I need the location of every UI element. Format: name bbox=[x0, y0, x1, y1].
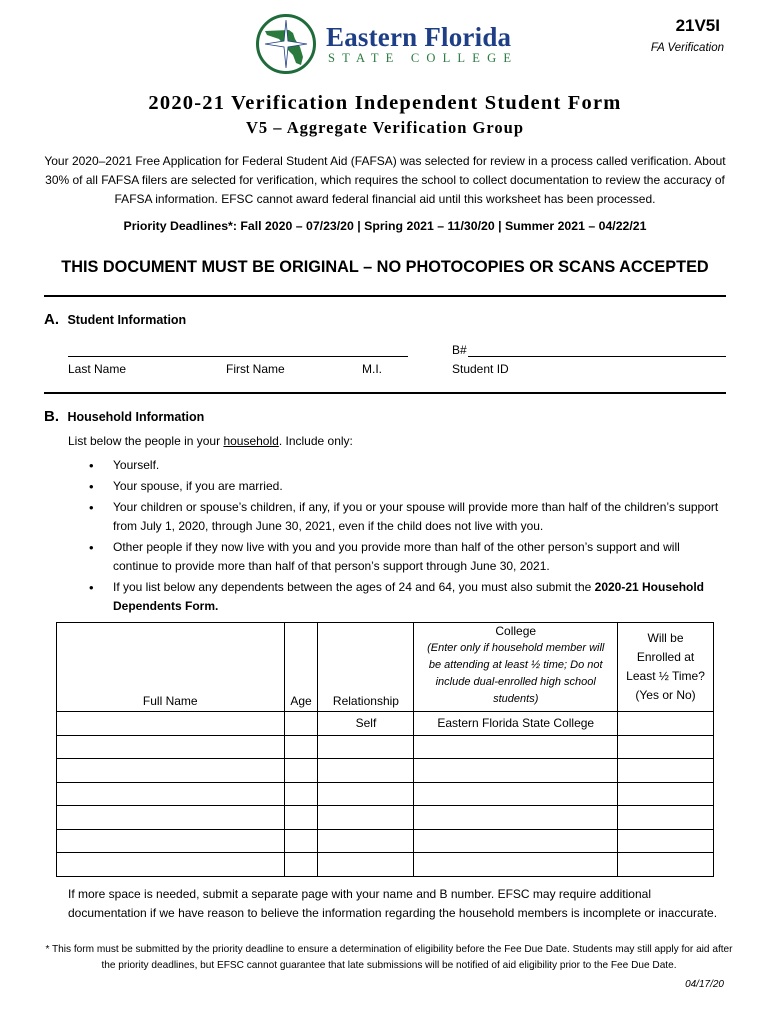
table-row bbox=[57, 853, 714, 877]
student-id-entry-line[interactable] bbox=[468, 356, 726, 357]
enrolled-header: Will be Enrolled at Least ½ Time? (Yes or No) bbox=[618, 623, 714, 712]
table-row bbox=[57, 759, 714, 783]
enrolled-cell[interactable] bbox=[618, 712, 714, 736]
first-name-label: First Name bbox=[226, 362, 285, 376]
revision-date: 04/17/20 bbox=[685, 979, 724, 990]
relationship-cell[interactable] bbox=[318, 735, 414, 759]
b-number-prefix: B# bbox=[452, 343, 467, 357]
divider bbox=[44, 392, 726, 394]
section-b-title: Household Information bbox=[67, 410, 205, 424]
age-cell[interactable] bbox=[284, 806, 318, 830]
enrolled-cell[interactable] bbox=[618, 829, 714, 853]
table-row bbox=[57, 735, 714, 759]
section-b-letter: B. bbox=[44, 408, 59, 425]
full-name-cell[interactable] bbox=[57, 759, 285, 783]
relationship-cell[interactable]: Self bbox=[318, 712, 414, 736]
age-cell[interactable] bbox=[284, 712, 318, 736]
intro-paragraph: Your 2020–2021 Free Application for Federal Student Aid (FAFSA) was selected for review in a process called verification. About 30% of all FAFSA filers are selected for verification, which requires the school to collect documentation to review the accuracy of FAFSA information. EFSC cannot award federal financial aid until this worksheet has been processed. bbox=[44, 154, 726, 206]
enrolled-cell[interactable] bbox=[618, 853, 714, 877]
page-subtitle: V5 – Aggregate Verification Group bbox=[245, 118, 525, 137]
divider bbox=[44, 295, 726, 297]
college-cell[interactable] bbox=[414, 853, 618, 877]
student-id-label: Student ID bbox=[452, 362, 509, 376]
household-intro-text-end: . Include only: bbox=[278, 434, 353, 448]
age-cell[interactable] bbox=[284, 735, 318, 759]
age-cell[interactable] bbox=[284, 829, 318, 853]
household-table bbox=[56, 622, 714, 877]
page-title: 2020-21 Verification Independent Student Form bbox=[148, 92, 622, 114]
deadline-footnote: * This form must be submitted by the priority deadline to ensure a determination of eligibility before the Fee Due Date. Students may still apply for aid after the priority deadlines, but EFSC cannot guarantee that late submissions will be notified of aid eligibility prior to the Fee Due Date. bbox=[45, 944, 733, 971]
enrolled-cell[interactable] bbox=[618, 759, 714, 783]
full-name-cell[interactable] bbox=[57, 853, 285, 877]
full-name-cell[interactable] bbox=[57, 829, 285, 853]
household-intro-text: List below the people in your bbox=[68, 434, 224, 448]
college-header-note: (Enter only if household member will be attending at least ½ time; Do not include dual-enrolled high school students) bbox=[427, 642, 605, 705]
table-row bbox=[57, 829, 714, 853]
dependents-note-text: If you list below any dependents between the ages of 24 and 64, you must also submit the bbox=[113, 580, 595, 594]
full-name-cell[interactable] bbox=[57, 712, 285, 736]
original-document-warning: THIS DOCUMENT MUST BE ORIGINAL – NO PHOTOCOPIES OR SCANS ACCEPTED bbox=[61, 258, 709, 276]
section-a-title: Student Information bbox=[67, 313, 187, 327]
enrolled-cell[interactable] bbox=[618, 806, 714, 830]
name-entry-line[interactable] bbox=[68, 356, 408, 357]
household-criteria-list bbox=[86, 456, 726, 618]
list-item: • Other people if they now live with you and you provide more than half of the other person’s support and will continue to provide more than half of that person’s support through June 30, 2021. bbox=[86, 538, 726, 576]
age-header: Age bbox=[284, 623, 318, 712]
additional-space-note: If more space is needed, submit a separate page with your name and B number. EFSC may require additional documentation if we have reason to believe the information regarding the household members is incomplete or inaccurate. bbox=[68, 887, 718, 920]
relationship-cell[interactable] bbox=[318, 853, 414, 877]
college-cell[interactable] bbox=[414, 806, 618, 830]
table-row bbox=[57, 782, 714, 806]
enrolled-cell[interactable] bbox=[618, 782, 714, 806]
list-item: • Yourself. bbox=[86, 456, 726, 475]
full-name-cell[interactable] bbox=[57, 782, 285, 806]
section-b-heading bbox=[44, 408, 204, 426]
age-cell[interactable] bbox=[284, 853, 318, 877]
middle-initial-label: M.I. bbox=[362, 362, 382, 376]
section-a-heading bbox=[44, 311, 186, 329]
college-cell[interactable] bbox=[414, 759, 618, 783]
relationship-cell[interactable] bbox=[318, 782, 414, 806]
college-header-title: College bbox=[495, 624, 537, 638]
form-type: FA Verification bbox=[650, 42, 724, 54]
household-term: household bbox=[223, 434, 279, 448]
relationship-cell[interactable] bbox=[318, 806, 414, 830]
form-code: 21V5I bbox=[675, 16, 720, 35]
college-cell[interactable] bbox=[414, 829, 618, 853]
age-cell[interactable] bbox=[284, 759, 318, 783]
full-name-cell[interactable] bbox=[57, 806, 285, 830]
relationship-cell[interactable] bbox=[318, 759, 414, 783]
enrolled-cell[interactable] bbox=[618, 735, 714, 759]
college-header bbox=[414, 623, 618, 712]
list-item: • Your spouse, if you are married. bbox=[86, 477, 726, 496]
full-name-cell[interactable] bbox=[57, 735, 285, 759]
relationship-cell[interactable] bbox=[318, 829, 414, 853]
college-cell[interactable] bbox=[414, 782, 618, 806]
relationship-header: Relationship bbox=[318, 623, 414, 712]
florida-map-icon bbox=[259, 17, 313, 71]
dependents-form-name: 2020-21 Household Dependents Form. bbox=[113, 580, 705, 613]
table-row bbox=[57, 806, 714, 830]
table-row bbox=[57, 712, 714, 736]
college-cell[interactable]: Eastern Florida State College bbox=[414, 712, 618, 736]
section-a-letter: A. bbox=[44, 311, 59, 328]
household-intro bbox=[68, 434, 353, 448]
college-subtitle: STATE COLLEGE bbox=[328, 51, 519, 65]
full-name-header: Full Name bbox=[57, 623, 285, 712]
list-item bbox=[86, 578, 726, 616]
priority-deadlines: Priority Deadlines*: Fall 2020 – 07/23/20 | Spring 2021 – 11/30/20 | Summer 2021 – 04/22/21 bbox=[123, 219, 647, 233]
college-name: Eastern Florida bbox=[326, 22, 512, 52]
list-item: • Your children or spouse’s children, if any, if you or your spouse will provide more than half of the children’s support from July 1, 2020, through June 30, 2021, even if the child does not live with you. bbox=[86, 498, 726, 536]
age-cell[interactable] bbox=[284, 782, 318, 806]
college-cell[interactable] bbox=[414, 735, 618, 759]
college-logo-emblem bbox=[256, 14, 316, 74]
last-name-label: Last Name bbox=[68, 362, 127, 376]
